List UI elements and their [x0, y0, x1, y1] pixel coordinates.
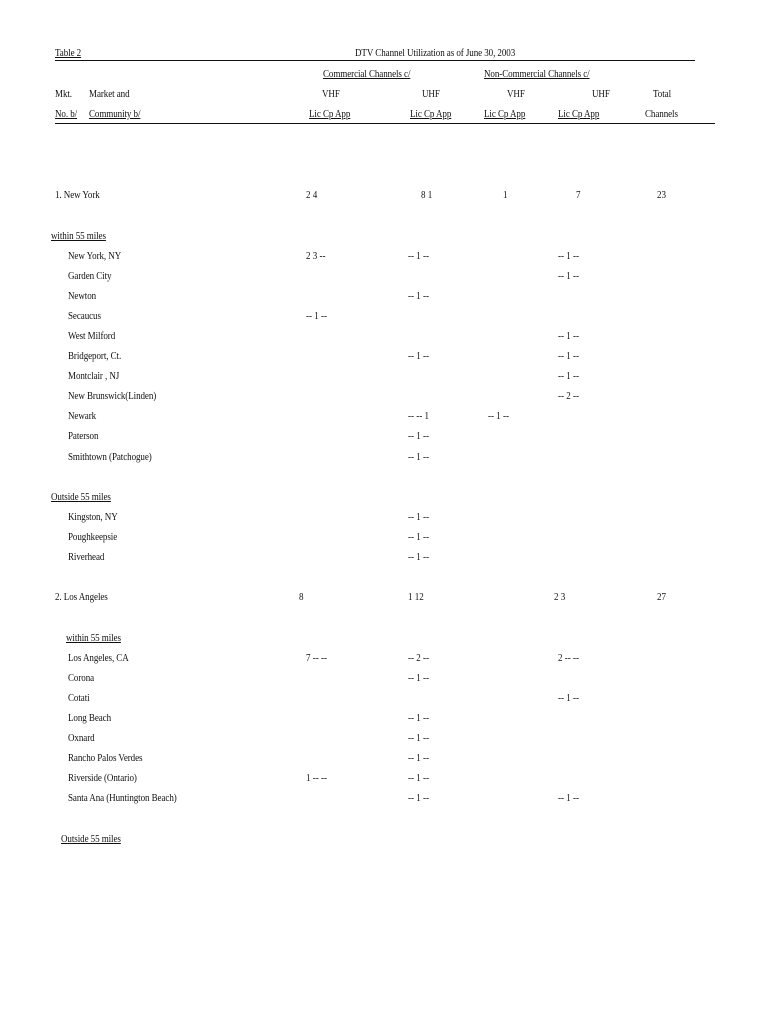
noncommercial-header: Non-Commercial Channels c/ — [484, 68, 590, 80]
market-label: 1. New York — [55, 189, 100, 201]
cell-cu: 8 1 — [421, 189, 433, 201]
cell-cv: 1 -- -- — [306, 772, 328, 784]
market-label: Newton — [68, 290, 97, 302]
section-label: within 55 miles — [51, 230, 106, 242]
cell-total: 27 — [657, 591, 667, 603]
market-label: Paterson — [68, 430, 99, 442]
cell-cu: -- 1 -- — [408, 772, 430, 784]
noncommercial-vhf-sub: Lic Cp App — [484, 108, 526, 120]
cell-nu: 2 -- -- — [558, 652, 580, 664]
cell-cv: 2 3 -- — [306, 250, 326, 262]
top-rule — [55, 60, 695, 61]
market-label: Los Angeles, CA — [68, 652, 129, 664]
cell-cu: -- 1 -- — [408, 290, 430, 302]
section-label: Outside 55 miles — [61, 833, 121, 845]
cell-cu: -- 1 -- — [408, 712, 430, 724]
market-label: Rancho Palos Verdes — [68, 752, 143, 764]
cell-cu: -- 1 -- — [408, 551, 430, 563]
market-label: New Brunswick(Linden) — [68, 390, 157, 402]
cell-cu: -- 1 -- — [408, 451, 430, 463]
market-label: Long Beach — [68, 712, 112, 724]
channels-header: Channels — [645, 108, 678, 120]
market-and-header: Market and — [89, 88, 130, 100]
cell-cu: 1 12 — [408, 591, 424, 603]
section-label: within 55 miles — [66, 632, 121, 644]
market-label: Santa Ana (Huntington Beach) — [68, 792, 177, 804]
market-label: Cotati — [68, 692, 90, 704]
market-label: Kingston, NY — [68, 511, 118, 523]
market-label: Corona — [68, 672, 95, 684]
cell-nu: -- 2 -- — [558, 390, 580, 402]
table-label: Table 2 — [55, 47, 82, 59]
noncommercial-uhf-header: UHF — [592, 88, 610, 100]
cell-cu: -- 1 -- — [408, 792, 430, 804]
commercial-uhf-sub: Lic Cp App — [410, 108, 452, 120]
cell-cv: -- 1 -- — [306, 310, 328, 322]
section-label: Outside 55 miles — [51, 491, 111, 503]
cell-cu: -- 1 -- — [408, 430, 430, 442]
cell-cu: -- 2 -- — [408, 652, 430, 664]
cell-nu: -- 1 -- — [558, 330, 580, 342]
market-label: New York, NY — [68, 250, 122, 262]
market-label: Riverside (Ontario) — [68, 772, 137, 784]
cell-cu: -- -- 1 — [408, 410, 430, 422]
no-header: No. b/ — [55, 108, 78, 120]
market-label: Poughkeepsie — [68, 531, 118, 543]
table-title: DTV Channel Utilization as of June 30, 2003 — [355, 47, 516, 59]
market-label: Montclair , NJ — [68, 370, 120, 382]
commercial-uhf-header: UHF — [422, 88, 440, 100]
market-label: West Milford — [68, 330, 116, 342]
cell-nu: -- 1 -- — [558, 270, 580, 282]
commercial-vhf-header: VHF — [322, 88, 340, 100]
mkt-header: Mkt. — [55, 88, 72, 100]
noncommercial-uhf-sub: Lic Cp App — [558, 108, 600, 120]
market-label: Oxnard — [68, 732, 95, 744]
cell-nu: -- 1 -- — [558, 350, 580, 362]
cell-cu: -- 1 -- — [408, 250, 430, 262]
cell-nu: 2 3 — [554, 591, 566, 603]
market-label: Secaucus — [68, 310, 101, 322]
cell-cu: -- 1 -- — [408, 531, 430, 543]
noncommercial-vhf-header: VHF — [507, 88, 525, 100]
market-label: Smithtown (Patchogue) — [68, 451, 152, 463]
cell-nu: 7 — [576, 189, 581, 201]
header-rule — [55, 123, 715, 124]
market-label: Riverhead — [68, 551, 105, 563]
market-label: Garden City — [68, 270, 112, 282]
cell-cv: 8 — [299, 591, 304, 603]
total-header: Total — [653, 88, 672, 100]
cell-nu: -- 1 -- — [558, 792, 580, 804]
cell-nu: -- 1 -- — [558, 250, 580, 262]
commercial-vhf-sub: Lic Cp App — [309, 108, 351, 120]
market-label: Bridgeport, Ct. — [68, 350, 122, 362]
market-label: Newark — [68, 410, 97, 422]
cell-cu: -- 1 -- — [408, 511, 430, 523]
commercial-header: Commercial Channels c/ — [323, 68, 411, 80]
cell-nv: -- 1 -- — [488, 410, 510, 422]
community-header: Community b/ — [89, 108, 141, 120]
cell-cu: -- 1 -- — [408, 672, 430, 684]
cell-nu: -- 1 -- — [558, 370, 580, 382]
cell-cv: 7 -- -- — [306, 652, 328, 664]
cell-total: 23 — [657, 189, 667, 201]
cell-nu: -- 1 -- — [558, 692, 580, 704]
cell-cv: 2 4 — [306, 189, 318, 201]
cell-cu: -- 1 -- — [408, 752, 430, 764]
market-label: 2. Los Angeles — [55, 591, 108, 603]
cell-cu: -- 1 -- — [408, 350, 430, 362]
cell-cu: -- 1 -- — [408, 732, 430, 744]
cell-nv: 1 — [503, 189, 508, 201]
